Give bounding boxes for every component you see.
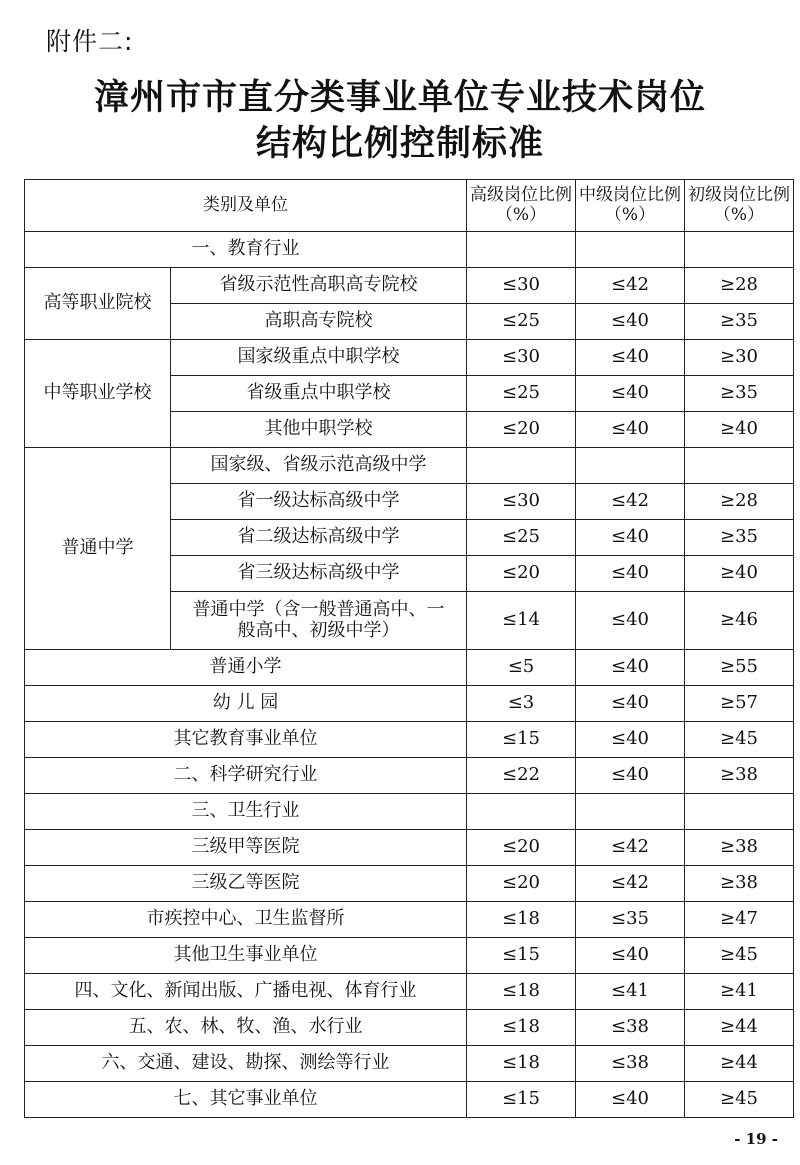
row-label: 其他中职学校: [171, 412, 467, 448]
junior-value: ≥40: [685, 556, 794, 592]
page-number: - 19 -: [734, 1130, 778, 1148]
senior-value: ≤20: [467, 412, 576, 448]
middle-value: ≤40: [576, 520, 685, 556]
middle-value: ≤41: [576, 974, 685, 1010]
row-label: 其他卫生事业单位: [25, 938, 467, 974]
junior-value: ≥28: [685, 484, 794, 520]
junior-value: ≥57: [685, 686, 794, 722]
section-other: 七、其它事业单位: [25, 1082, 467, 1118]
table-row: [25, 340, 794, 376]
row-label: 三级甲等医院: [25, 830, 467, 866]
junior-value: ≥45: [685, 722, 794, 758]
junior-value: ≥28: [685, 268, 794, 304]
section-education: 一、教育行业: [25, 232, 467, 268]
middle-value: ≤40: [576, 650, 685, 686]
row-label: 省级重点中职学校: [171, 376, 467, 412]
senior-value: ≤5: [467, 650, 576, 686]
senior-value: ≤25: [467, 520, 576, 556]
middle-value: ≤40: [576, 686, 685, 722]
senior-value: ≤22: [467, 758, 576, 794]
middle-value: ≤40: [576, 412, 685, 448]
junior-value: ≥38: [685, 758, 794, 794]
empty-cell: [467, 448, 576, 484]
table-row: [25, 686, 794, 722]
table-row: [25, 448, 794, 484]
document-title-line2: 结构比例控制标准: [255, 124, 544, 164]
row-label: 高职高专院校: [171, 304, 467, 340]
senior-value: ≤30: [467, 484, 576, 520]
header-junior: 初级岗位比例（%）: [685, 180, 794, 232]
junior-value: ≥35: [685, 520, 794, 556]
table-row: [25, 650, 794, 686]
junior-value: ≥44: [685, 1046, 794, 1082]
senior-value: ≤30: [467, 340, 576, 376]
senior-value: ≤3: [467, 686, 576, 722]
row-label: 省二级达标高级中学: [171, 520, 467, 556]
middle-value: ≤35: [576, 902, 685, 938]
row-label: 三级乙等医院: [25, 866, 467, 902]
middle-value: ≤42: [576, 866, 685, 902]
document-title-line1: 漳州市市直分类事业单位专业技术岗位: [93, 78, 706, 118]
senior-value: ≤15: [467, 1082, 576, 1118]
section-row: [25, 758, 794, 794]
senior-value: ≤25: [467, 376, 576, 412]
row-label: 省一级达标高级中学: [171, 484, 467, 520]
middle-value: ≤38: [576, 1010, 685, 1046]
middle-value: ≤40: [576, 376, 685, 412]
row-label-line2: 般高中、初级中学）: [237, 619, 400, 641]
empty-cell: [576, 448, 685, 484]
junior-value: ≥35: [685, 304, 794, 340]
middle-value: ≤40: [576, 340, 685, 376]
junior-value: ≥35: [685, 376, 794, 412]
group-secondary-voc: 中等职业学校: [25, 340, 171, 448]
middle-value: ≤40: [576, 758, 685, 794]
middle-value: ≤40: [576, 304, 685, 340]
senior-value: ≤18: [467, 974, 576, 1010]
empty-cell: [467, 232, 576, 268]
senior-value: ≤30: [467, 268, 576, 304]
row-label: 省三级达标高级中学: [171, 556, 467, 592]
section-transport: 六、交通、建设、勘探、测绘等行业: [25, 1046, 467, 1082]
senior-value: ≤20: [467, 556, 576, 592]
empty-cell: [685, 448, 794, 484]
section-row: [25, 794, 794, 830]
senior-value: ≤18: [467, 902, 576, 938]
table-row: [25, 830, 794, 866]
middle-value: ≤40: [576, 722, 685, 758]
middle-value: ≤40: [576, 592, 685, 650]
section-row: [25, 974, 794, 1010]
junior-value: ≥44: [685, 1010, 794, 1046]
table-row: [25, 938, 794, 974]
group-higher-voc: 高等职业院校: [25, 268, 171, 340]
junior-value: ≥46: [685, 592, 794, 650]
junior-value: ≥55: [685, 650, 794, 686]
senior-value: ≤20: [467, 830, 576, 866]
row-label: 普通小学: [25, 650, 467, 686]
junior-value: ≥30: [685, 340, 794, 376]
table-row: [25, 268, 794, 304]
middle-value: ≤40: [576, 556, 685, 592]
section-health: 三、卫生行业: [25, 794, 467, 830]
junior-value: ≥45: [685, 938, 794, 974]
middle-value: ≤38: [576, 1046, 685, 1082]
junior-value: ≥38: [685, 866, 794, 902]
header-senior: 高级岗位比例（%）: [467, 180, 576, 232]
junior-value: ≥47: [685, 902, 794, 938]
table-row: [25, 866, 794, 902]
section-agri: 五、农、林、牧、渔、水行业: [25, 1010, 467, 1046]
middle-value: ≤42: [576, 830, 685, 866]
junior-value: ≥41: [685, 974, 794, 1010]
row-label-line1: 普通中学（含一般普通高中、一: [192, 598, 445, 620]
row-label: 幼 儿 园: [25, 686, 467, 722]
table-row: [25, 722, 794, 758]
empty-cell: [467, 794, 576, 830]
section-research: 二、科学研究行业: [25, 758, 467, 794]
group-general-middle: 普通中学: [25, 448, 171, 650]
senior-value: ≤18: [467, 1010, 576, 1046]
junior-value: ≥38: [685, 830, 794, 866]
empty-cell: [576, 232, 685, 268]
senior-value: ≤25: [467, 304, 576, 340]
row-label: 其它教育事业单位: [25, 722, 467, 758]
ratio-table: [24, 179, 794, 1118]
header-category: 类别及单位: [25, 180, 467, 232]
middle-value: ≤42: [576, 268, 685, 304]
senior-value: ≤20: [467, 866, 576, 902]
section-row: [25, 232, 794, 268]
middle-value: ≤40: [576, 1082, 685, 1118]
junior-value: ≥40: [685, 412, 794, 448]
section-row: [25, 1046, 794, 1082]
senior-value: ≤15: [467, 722, 576, 758]
row-label: 国家级重点中职学校: [171, 340, 467, 376]
section-culture: 四、文化、新闻出版、广播电视、体育行业: [25, 974, 467, 1010]
table-header-row: [25, 180, 794, 232]
attachment-label: 附件二:: [46, 27, 134, 56]
empty-cell: [685, 794, 794, 830]
empty-cell: [685, 232, 794, 268]
section-row: [25, 1010, 794, 1046]
section-row: [25, 1082, 794, 1118]
header-middle: 中级岗位比例（%）: [576, 180, 685, 232]
senior-value: ≤14: [467, 592, 576, 650]
middle-value: ≤42: [576, 484, 685, 520]
senior-value: ≤18: [467, 1046, 576, 1082]
empty-cell: [576, 794, 685, 830]
row-label: 国家级、省级示范高级中学: [171, 448, 467, 484]
middle-value: ≤40: [576, 938, 685, 974]
senior-value: ≤15: [467, 938, 576, 974]
junior-value: ≥45: [685, 1082, 794, 1118]
row-label: 省级示范性高职高专院校: [171, 268, 467, 304]
row-label: [171, 592, 467, 650]
row-label: 市疾控中心、卫生监督所: [25, 902, 467, 938]
table-row: [25, 902, 794, 938]
